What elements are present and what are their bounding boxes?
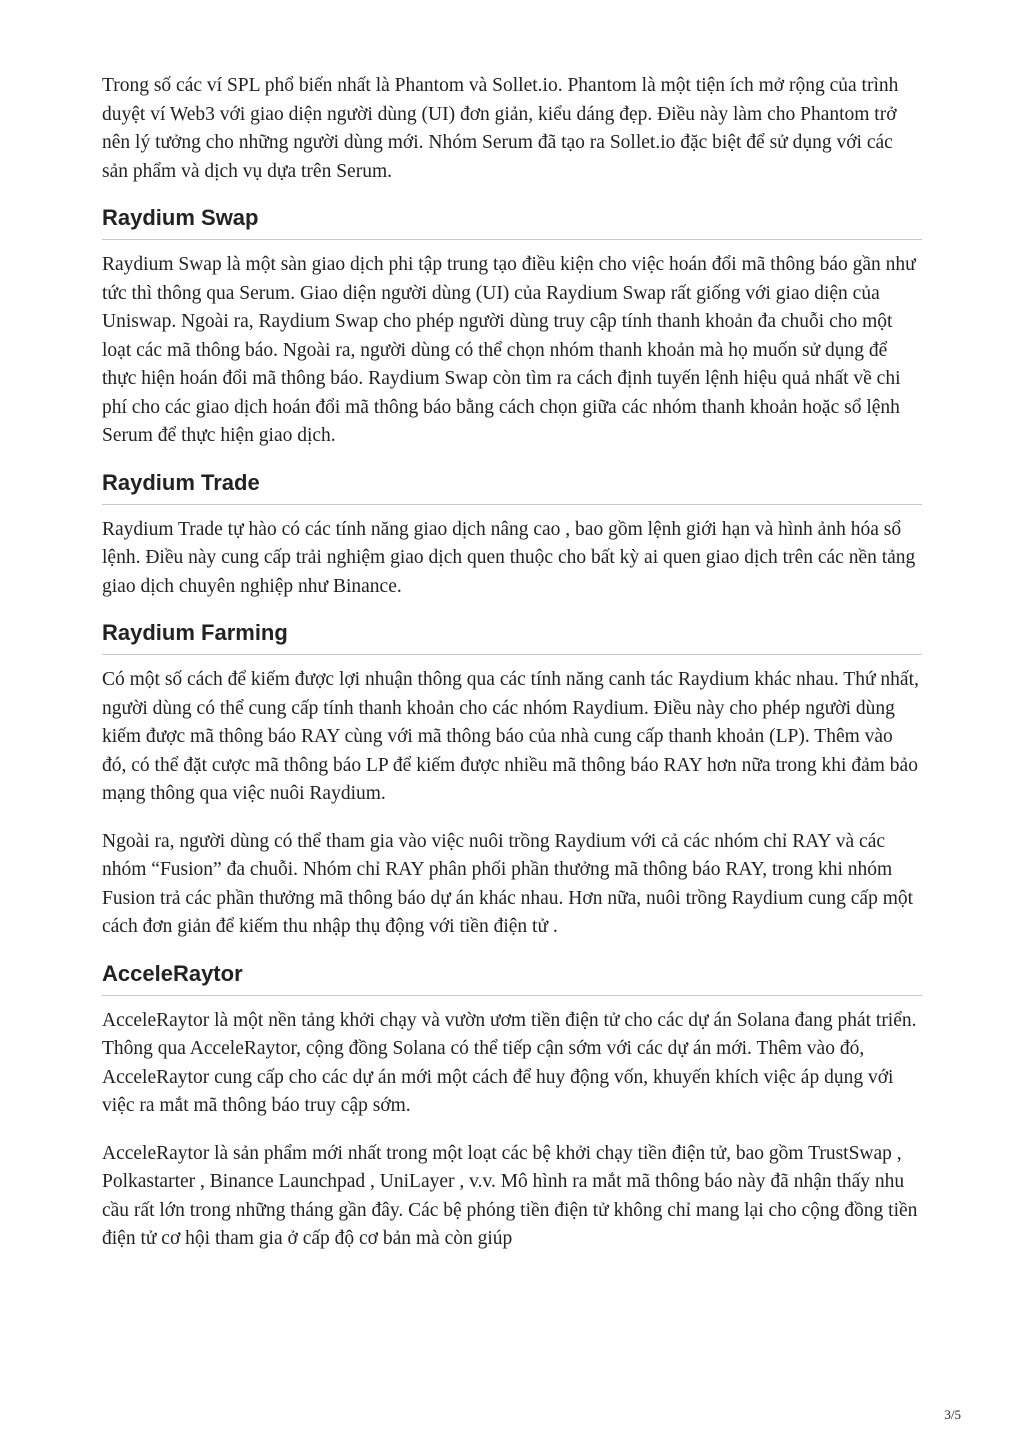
section-raydium-swap: [102, 251, 922, 451]
document-page: [102, 72, 922, 1273]
paragraph: AcceleRaytor là một nền tảng khởi chạy và vườn ươm tiền điện tử cho các dự án Solana đang phát triển. Thông qua AcceleRaytor, cộng đồng Solana có thể tiếp cận sớm với các dự án mới. Thêm vào đó, AcceleRaytor cung cấp cho các dự án mới một cách để huy động vốn, khuyến khích việc áp dụng với việc ra mắt mã thông báo truy cập sớm.: [102, 1009, 917, 1116]
section-raydium-trade: [102, 516, 922, 602]
page-number: 3/5: [944, 1407, 961, 1422]
heading-raydium-farming: Raydium Farming: [102, 620, 922, 655]
paragraph: Ngoài ra, người dùng có thể tham gia vào việc nuôi trồng Raydium với cả các nhóm chỉ RAY và các nhóm “Fusion” đa chuỗi. Nhóm chỉ RAY phân phối phần thưởng mã thông báo RAY, trong khi nhóm Fusion trả các phần thưởng mã thông báo dự án khác nhau. Hơn nữa, nuôi trồng Raydium cung cấp một cách đơn giản để kiếm thu nhập thụ động với tiền điện tử .: [102, 830, 914, 937]
section-acceleraytor: [102, 1007, 922, 1254]
heading-raydium-swap: Raydium Swap: [102, 205, 922, 240]
paragraph: AcceleRaytor là sản phẩm mới nhất trong một loạt các bệ khởi chạy tiền điện tử, bao gồm TrustSwap , Polkastarter , Binance Launchpad , UniLayer , v.v. Mô hình ra mắt mã thông báo này đã nhận thấy nhu cầu rất lớn trong những tháng gần đây. Các bệ phóng tiền điện tử không chỉ mang lại cho cộng đồng tiền điện tử cơ hội tham gia ở cấp độ cơ bản mà còn giúp: [102, 1142, 918, 1249]
paragraph: Có một số cách để kiếm được lợi nhuận thông qua các tính năng canh tác Raydium khác nhau. Thứ nhất, người dùng có thể cung cấp tính thanh khoản cho các nhóm Raydium. Điều này cho phép người dùng kiếm được mã thông báo RAY cùng với mã thông báo của nhà cung cấp thanh khoản (LP). Thêm vào đó, có thể đặt cược mã thông báo LP để kiếm được nhiều mã thông báo RAY hơn nữa trong khi đảm bảo mạng thông qua việc nuôi Raydium.: [102, 669, 919, 804]
paragraph: Raydium Trade tự hào có các tính năng giao dịch nâng cao , bao gồm lệnh giới hạn và hình ảnh hóa sổ lệnh. Điều này cung cấp trải nghiệm giao dịch quen thuộc cho bất kỳ ai quen giao dịch trên các nền tảng giao dịch chuyên nghiệp như Binance.: [102, 518, 916, 597]
heading-raydium-trade: Raydium Trade: [102, 470, 922, 505]
intro-paragraph: Trong số các ví SPL phổ biến nhất là Phantom và Sollet.io. Phantom là một tiện ích mở rộng của trình duyệt ví Web3 với giao diện người dùng (UI) đơn giản, kiểu dáng đẹp. Điều này làm cho Phantom trở nên lý tưởng cho những người dùng mới. Nhóm Serum đã tạo ra Sollet.io đặc biệt để sử dụng với các sản phẩm và dịch vụ dựa trên Serum.: [102, 75, 899, 182]
section-raydium-farming: [102, 666, 922, 942]
paragraph: Raydium Swap là một sàn giao dịch phi tập trung tạo điều kiện cho việc hoán đổi mã thông báo gần như tức thì thông qua Serum. Giao diện người dùng (UI) của Raydium Swap rất giống với giao diện của Uniswap. Ngoài ra, Raydium Swap cho phép người dùng truy cập tính thanh khoản đa chuỗi cho một loạt các mã thông báo. Ngoài ra, người dùng có thể chọn nhóm thanh khoản mà họ muốn sử dụng để thực hiện hoán đổi mã thông báo. Raydium Swap còn tìm ra cách định tuyến lệnh hiệu quả nhất về chi phí cho các giao dịch hoán đổi mã thông báo bằng cách chọn giữa các nhóm thanh khoản hoặc sổ lệnh Serum để thực hiện giao dịch.: [102, 254, 916, 446]
heading-acceleraytor: AcceleRaytor: [102, 961, 922, 996]
